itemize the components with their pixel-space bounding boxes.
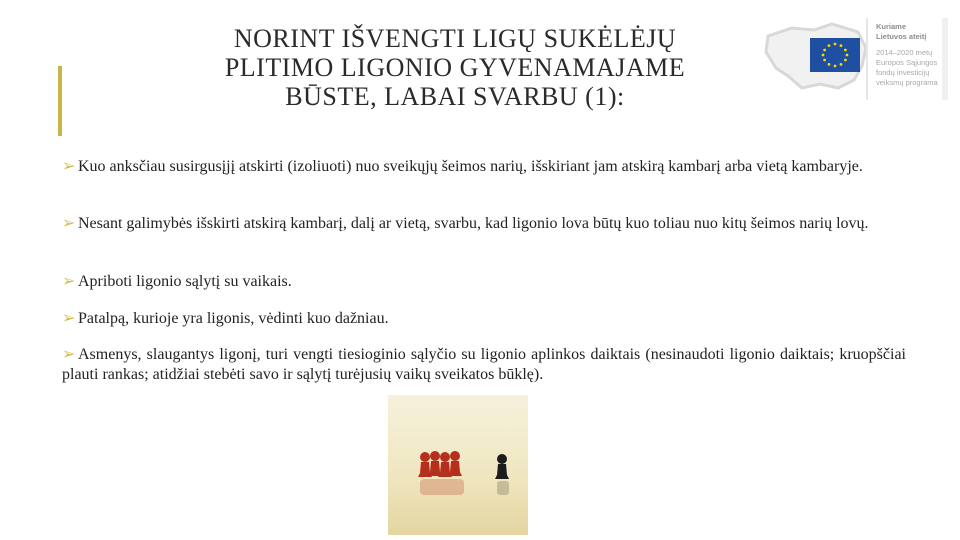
- logo-caption: Kuriame Lietuvos ateitį 2014–2020 metų Europos Sąjungos fondų investicijų veiksmų programa: [876, 22, 938, 87]
- list-item: ➢ Patalpą, kurioje yra ligonis, vėdinti kuo dažniau.: [62, 310, 389, 327]
- accent-bar: [58, 66, 62, 136]
- arrow-bullet-icon: ➢: [62, 273, 76, 290]
- title-line-3: BŪSTE, LABAI SVARBU (1):: [285, 82, 625, 111]
- list-item: ➢ Apriboti ligonio sąlytį su vaikais.: [62, 273, 292, 290]
- arrow-bullet-icon: ➢: [62, 215, 76, 232]
- title-line-2: PLITIMO LIGONIO GYVENAMAJAME: [224, 53, 686, 82]
- arrow-bullet-icon: ➢: [62, 346, 76, 363]
- title-line-1: NORINT IŠVENGTI LIGŲ SUKĖLĖJŲ: [233, 24, 677, 53]
- isolation-pawns-image: [388, 395, 528, 535]
- list-item: ➢ Asmenys, slaugantys ligonį, turi vengti tiesioginio sąlyčio su ligonio aplinkos daiktais (nesinaudoti ligonio daiktais; kruopščiai plauti rankas; atidžiai stebėti savo ir sąlytį turėjusių vaikų sveikatos būklę).: [62, 346, 906, 383]
- page-title: [155, 24, 755, 111]
- arrow-bullet-icon: ➢: [62, 158, 76, 175]
- list-item: ➢ Kuo anksčiau susirgusįjį atskirti (izoliuoti) nuo sveikųjų šeimos narių, išskiriant jam atskirą kambarį arba vietą kambaryje.: [62, 158, 863, 175]
- arrow-bullet-icon: ➢: [62, 310, 76, 327]
- list-item: ➢ Nesant galimybės išskirti atskirą kambarį, dalį ar vietą, svarbu, kad ligonio lova būtų kuo toliau nuo kitų šeimos narių lovų.: [62, 215, 869, 232]
